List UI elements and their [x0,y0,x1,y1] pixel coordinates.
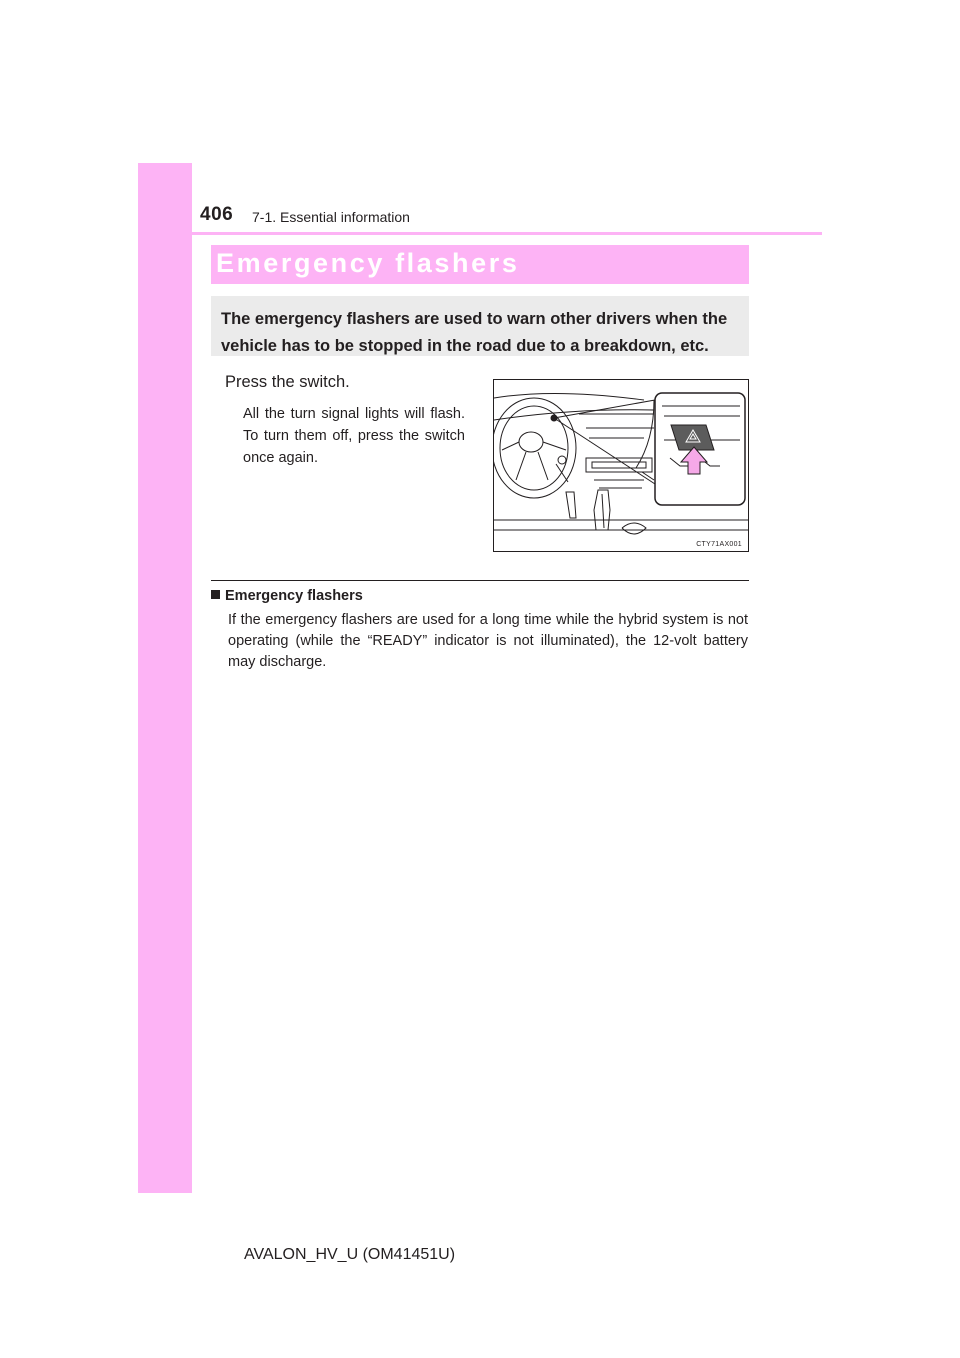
note-rule [211,580,749,581]
header-rule [192,232,822,235]
intro-box [211,296,749,356]
steering-wheel-icon [494,398,576,498]
note-heading-text: Emergency flashers [225,588,363,604]
footer-model: AVALON_HV_U (OM41451U) [244,1246,456,1263]
page-number: 406 [200,204,234,225]
page-title: Emergency flashers [216,248,520,278]
intro-text [221,306,745,360]
dashboard-illustration [493,379,749,552]
pointer-lines [551,400,655,484]
step-description: All the turn signal lights will flash. To turn them off, press the switch once again. [243,406,465,466]
hazard-switch-icon [671,425,714,450]
chapter-tab-bar [138,163,192,1193]
step-title: Press the switch. [225,373,350,391]
note-body: If the emergency flashers are used for a long time while the hybrid system is not operating (while the “READY” indicator is not illuminated), the 12-volt battery may discharge. [228,612,748,670]
figure-code: CTY71AX001 [696,541,742,548]
section-label: 7-1. Essential information [252,209,410,225]
intro-line-2: vehicle has to be stopped in the road due to a breakdown, etc. [221,337,709,355]
title-bar [211,245,749,284]
intro-line-1: The emergency flashers are used to warn other drivers when the [221,310,728,328]
bullet-icon [211,590,220,599]
note-heading [211,588,363,604]
